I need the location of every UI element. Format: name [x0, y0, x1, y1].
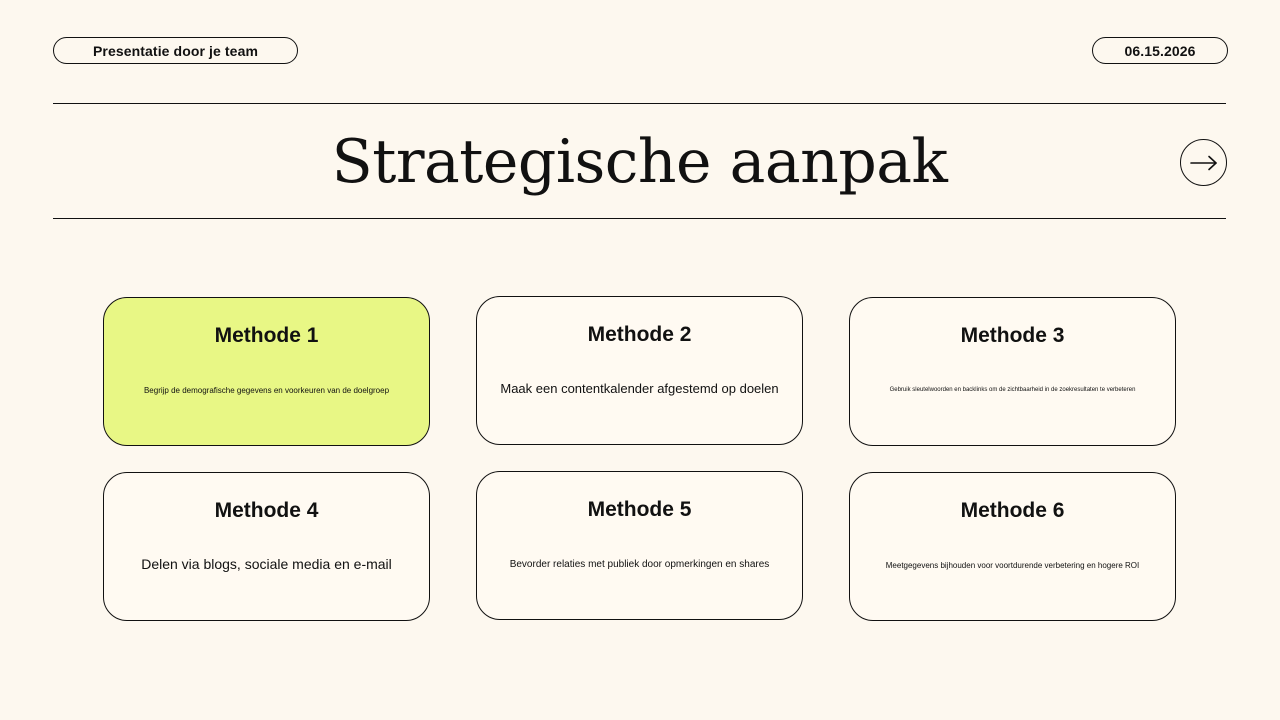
method-description: Delen via blogs, sociale media en e-mail: [141, 556, 392, 572]
method-card-2[interactable]: [476, 296, 803, 445]
method-card-1[interactable]: [103, 297, 430, 446]
method-title: Methode 4: [214, 499, 319, 522]
date-badge: [1092, 37, 1228, 64]
presenter-label: Presentatie door je team: [92, 42, 258, 59]
top-divider: [53, 103, 1226, 104]
slide-title: Strategische aanpak: [331, 127, 948, 197]
method-card-4[interactable]: [103, 472, 430, 621]
presenter-badge: [53, 37, 298, 64]
method-title: Methode 2: [587, 323, 692, 346]
arrow-right-icon: [1189, 155, 1219, 171]
method-description: Meetgegevens bijhouden voor voortdurende verbetering en hogere ROI: [885, 561, 1140, 570]
method-title: Methode 3: [960, 324, 1065, 347]
date-label: 06.15.2026: [1124, 42, 1196, 59]
next-button[interactable]: [1180, 139, 1227, 186]
method-card-5[interactable]: [476, 471, 803, 620]
method-card-6[interactable]: [849, 472, 1176, 621]
method-description: Begrijp de demografische gegevens en voorkeuren van de doelgroep: [143, 386, 390, 395]
method-title: Methode 1: [214, 324, 319, 347]
method-description: Maak een contentkalender afgestemd op doelen: [500, 381, 779, 396]
method-description: Gebruik sleutelwoorden en backlinks om de zichtbaarheid in de zoekresultaten te verbeteren: [889, 387, 1136, 393]
bottom-divider: [53, 218, 1226, 219]
method-title: Methode 5: [587, 498, 692, 521]
method-title: Methode 6: [960, 499, 1065, 522]
method-description: Bevorder relaties met publiek door opmerkingen en shares: [509, 559, 770, 570]
method-card-3[interactable]: [849, 297, 1176, 446]
